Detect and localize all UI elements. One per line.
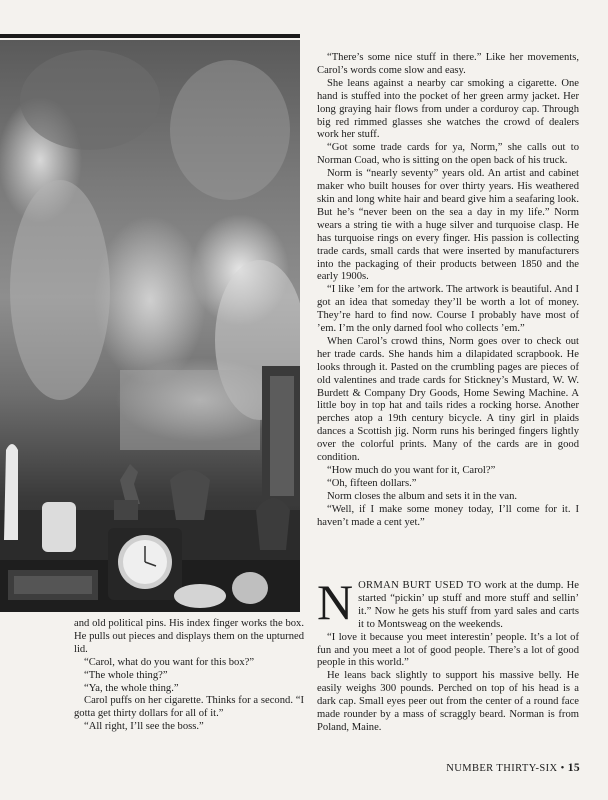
paragraph: “There’s some nice stuff in there.” Like her movements, Carol’s words come slow and easy. (317, 52, 579, 76)
lead-caps: ORMAN BURT USED TO (358, 580, 482, 591)
paragraph: “Carol, what do you want for this box?” (84, 656, 255, 668)
flea-market-photo (0, 40, 300, 612)
paragraph: He leans back slightly to support his massive belly. He easily weighs 300 pounds. Perched on top of his head is a dark cap. Small eyes peer out from the center of a round face made rounder by a mass of scraggly beard. Norman is from Poland, Maine. (317, 670, 579, 733)
page-number: 15 (567, 762, 580, 774)
photo-shapes (0, 40, 300, 612)
paragraph: “All right, I’ll see the boss.” (84, 721, 204, 733)
paragraph: “Ya, the whole thing.” (84, 682, 179, 694)
paragraph: Norm closes the album and sets it in the van. (327, 490, 518, 502)
paragraph: “Got some trade cards for ya, Norm,” she calls out to Norman Coad, who is sitting on the open back of his truck. (317, 142, 579, 167)
paragraph: and old political pins. His index finger works the box. He pulls out pieces and displays them on the upturned lid. (74, 618, 304, 655)
drop-cap: N (317, 574, 354, 630)
right-column-text (317, 52, 579, 530)
paragraph: She leans against a nearby car smoking a cigarette. One hand is stuffed into the pocket of her green army jacket. Her long graying hair flows from under a corduroy cap. Through big red rimmed glasses she watches the crowd of dealers work her stuff. (317, 77, 579, 141)
left-column-text (74, 618, 304, 734)
paragraph: “How much do you want for it, Carol?” (327, 465, 496, 476)
paragraph: “I love it because you meet interestin’ people. It’s a lot of fun and you meet a lot of good people. There’s a lot of good people in this world.” (317, 631, 579, 669)
footer-bullet: • (560, 763, 565, 774)
top-rule (0, 34, 300, 38)
page-footer (420, 762, 580, 774)
paragraph: “Well, if I make some money today, I’ll come for it. I haven’t made a cent yet.” (317, 503, 579, 528)
paragraph: When Carol’s crowd thins, Norm goes over to check out her trade cards. She hands him a dilapidated scrapbook. He looks through it. Pasted on the crumbling pages are pieces of old valentines and trade cards for Stickney’s Mustard, W. W. Burdett & Company Dry Goods, Home Sewing Machine. A little boy in top hat and tails rides a rocking horse. Another perches atop a 19th century bicycle. A tiny girl in plaids dances a Scottish jig. Norm runs his beringed fingers lightly over the colorful prints. Many of the cards are in good condition. (317, 335, 579, 464)
issue-label: NUMBER THIRTY-SIX (446, 763, 558, 774)
lead-text: work at the dump. He started “pickin’ up stuff and more stuff and sellin’ it.” Now he gets his stuff from yard sales and carts it to Montsweag on the weekends. (358, 580, 579, 630)
paragraph: Carol puffs on her cigarette. Thinks for a second. “I gotta get thirty dollars for all of it.” (74, 695, 304, 720)
paragraph: “The whole thing?” (84, 669, 168, 681)
paragraph: “I like ’em for the artwork. The artwork is beautiful. And I got an idea that someday they’ll be worth a lot of money. They’re hard to find now. Course I probably have most of ’em. I’m the only darned fool who collects ’em.” (317, 284, 579, 335)
section-lead-paragraph (317, 574, 579, 632)
section-two-text (317, 574, 579, 735)
paragraph: “Oh, fifteen dollars.” (327, 477, 417, 489)
paragraph: Norm is “nearly seventy” years old. An artist and cabinet maker who built houses for over thirty years. His weathered skin and long white hair and beard give him a seafaring look. But he’s “never been on the sea a day in my life.” Norm wears a string tie with a huge silver and turquoise clasp. He has turquoise rings on every finger. His passion is collecting trade cards, small cards that were inserted by manufacturers into the packaging of their products between 1850 and the early 1900s. (317, 168, 579, 283)
